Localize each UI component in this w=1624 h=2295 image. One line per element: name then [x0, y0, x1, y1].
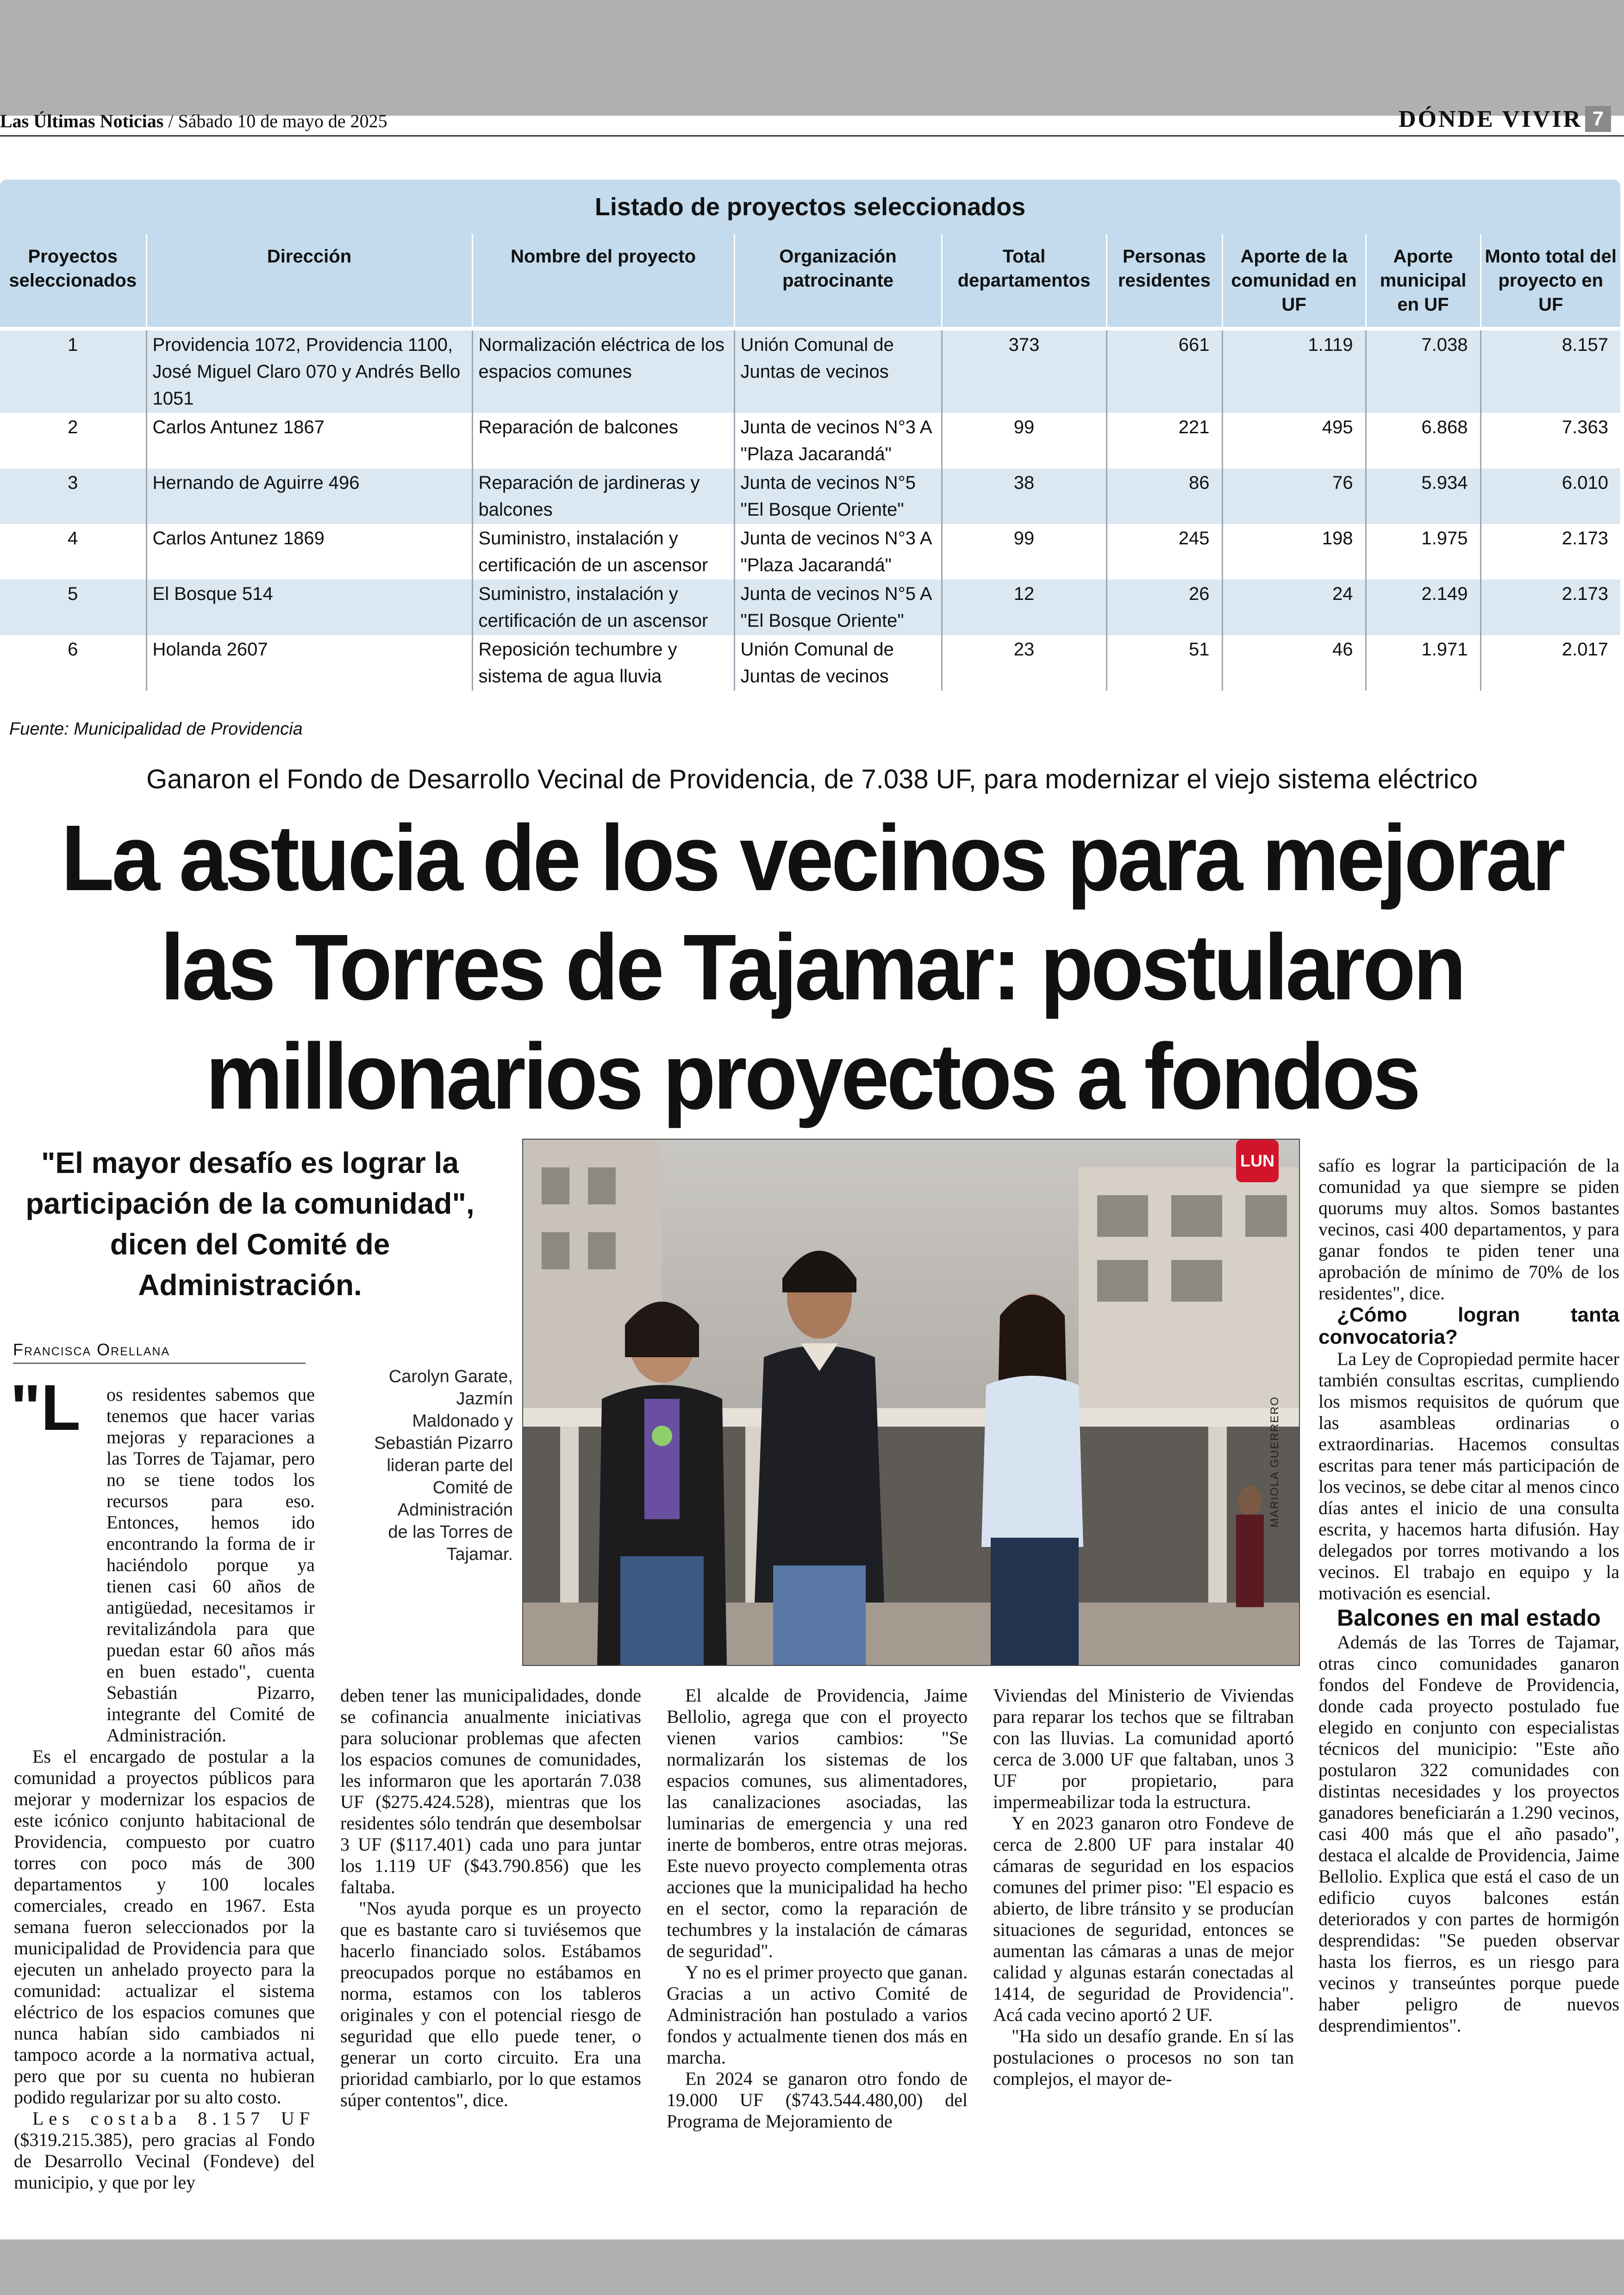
article-column-2 [340, 1685, 641, 2111]
cell: Unión Comunal de Juntas de vecinos [734, 329, 942, 413]
col-header: Proyectos seleccionados [0, 234, 146, 329]
cell: 5 [0, 580, 146, 635]
cell: 8.157 [1480, 329, 1620, 413]
cell: Unión Comunal de Juntas de vecinos [734, 635, 942, 691]
header-rule [0, 135, 1624, 137]
col-header: Total departamentos [942, 234, 1106, 329]
table-header-row [0, 234, 1620, 329]
projects-table-grid [0, 234, 1620, 691]
article-photo [522, 1139, 1300, 1666]
cell: Suministro, instalación y certificación de un ascensor [472, 580, 734, 635]
page-number: 7 [1585, 106, 1611, 132]
cell: Normalización eléctrica de los espacios comunes [472, 329, 734, 413]
cell: 3 [0, 468, 146, 524]
paragraph: Les costaba 8.157 UF ($319.215.385), pero gracias al Fondo de Desarrollo Vecinal (Fondeve) del municipio, y que por ley [14, 2108, 315, 2193]
cell: Junta de vecinos N°3 A "Plaza Jacarandá" [734, 524, 942, 580]
cell: Reparación de jardineras y balcones [472, 468, 734, 524]
paragraph: El alcalde de Providencia, Jaime Bellolio, agrega que con el proyecto vienen varios cambios: "Se normalizarán los sistemas de los espacios comunes, sus alimentadores, las canalizaciones asociadas, las luminarias de emergencia y una red inerte de bomberos, entre otras mejoras. Este nuevo proyecto complementa otras acciones que la municipalidad ha hecho en el sector, como la reparación de techumbres y la instalación de cámaras de seguridad". [667, 1685, 968, 1961]
table-source: Fuente: Municipalidad de Providencia [9, 719, 303, 739]
cell: Suministro, instalación y certificación de un ascensor [472, 524, 734, 580]
byline: Francisca Orellana [13, 1340, 170, 1359]
cell: 1.119 [1222, 329, 1366, 413]
cell: 5.934 [1366, 468, 1480, 524]
bottom-margin-band [0, 2239, 1624, 2295]
article-column-4 [993, 1685, 1294, 2089]
cell: 245 [1106, 524, 1222, 580]
cell: Junta de vecinos N°5 "El Bosque Oriente" [734, 468, 942, 524]
paragraph: os residentes sabemos que tenemos que hacer varias mejoras y reparaciones a las Torres de Tajamar, pero no se tiene todos los recursos para eso. Entonces, hemos ido encontrando la forma de ir haciéndolo porque ya tienen casi 60 años de antigüedad, necesitamos ir revitalizándola para que puedan estar 60 años más en buen estado", cuenta Sebastián Pizarro, integrante del Comité de Administración. [106, 1384, 315, 1746]
table-row [0, 468, 1620, 524]
paragraph: Además de las Torres de Tajamar, otras cinco comunidades ganaron fondos del Fondeve de Providencia, donde cada proyecto postulado fue elegido en conjunto con especialistas técnicos del municipio: "Este año postularon 322 comunidades con distintas necesidades y los proyectos ganadores beneficiarán a 1.290 vecinos, casi 400 más que el año pasado", destaca el alcalde de Providencia, Jaime Bellolio. Explica que está el caso de un edificio cuyos balcones están deteriorados y con partes de hormigón desprendidas: "Se pueden observar hasta los fierros, es un riesgo para vecinos y transeúntes porque puede haber peligro de nuevos desprendimientos". [1318, 1632, 1619, 2036]
headline-line: las Torres de Tajamar: postularon [160, 915, 1464, 1019]
cell: 2.173 [1480, 580, 1620, 635]
col-header: Organización patrocinante [734, 234, 942, 329]
paragraph: En 2024 se ganaron otro fondo de 19.000 UF ($743.544.480,00) del Programa de Mejoramiento de [667, 2068, 968, 2132]
cell: El Bosque 514 [146, 580, 472, 635]
cell: 2 [0, 413, 146, 468]
top-margin-band [0, 0, 1624, 116]
cell: 661 [1106, 329, 1222, 413]
paragraph: Viviendas del Ministerio de Viviendas para reparar los techos que se filtraban con las lluvias. La comunidad aportó cerca de 3.000 UF que faltaban, unos 3 UF por propietario, para impermeabilizar toda la estructura. [993, 1685, 1294, 1812]
col-header: Nombre del proyecto [472, 234, 734, 329]
section-name: DÓNDE VIVIR [1399, 106, 1582, 132]
photo-credit: MARIOLA GUERRERO [1268, 1396, 1281, 1528]
drop-quote: "L [10, 1371, 81, 1444]
cell: 26 [1106, 580, 1222, 635]
cell: 495 [1222, 413, 1366, 468]
table-row [0, 329, 1620, 413]
article-column-1 [10, 1371, 315, 2193]
table-row [0, 580, 1620, 635]
cell: Reparación de balcones [472, 413, 734, 468]
cell: 1 [0, 329, 146, 413]
publication-date: / Sábado 10 de mayo de 2025 [168, 111, 387, 131]
projects-table [0, 180, 1620, 691]
cell: 6.010 [1480, 468, 1620, 524]
table-title: Listado de proyectos seleccionados [0, 180, 1620, 234]
col-header: Dirección [146, 234, 472, 329]
cell: 99 [942, 524, 1106, 580]
cell: 12 [942, 580, 1106, 635]
paragraph: Y en 2023 ganaron otro Fondeve de cerca de 2.800 UF para instalar 40 cámaras de seguridad en los espacios comunes del primer piso: "El espacio es abierto, de libre tránsito y se producían situaciones de seguridad, entonces se aumentan las cámaras a unas de mejor calidad y algunas estarán conectadas al 1414, de seguridad de Providencia". Acá cada vecino aportó 2 UF. [993, 1813, 1294, 2025]
cell: Junta de vecinos N°3 A "Plaza Jacarandá" [734, 413, 942, 468]
cell: Junta de vecinos N°5 A "El Bosque Oriente" [734, 580, 942, 635]
cell: 23 [942, 635, 1106, 691]
paragraph: deben tener las municipalidades, donde se cofinancia anualmente iniciativas para solucionar problemas que afecten los espacios comunes de comunidades, les informaron que les aportarán 7.038 UF ($275.424.528), mientras que los residentes sólo tendrán que desembolsar 3 UF ($117.401) cada uno para juntar los 1.119 UF ($43.790.856) que les faltaba. [340, 1685, 641, 1897]
cell: 2.017 [1480, 635, 1620, 691]
col-header: Aporte de la comunidad en UF [1222, 234, 1366, 329]
cell: 86 [1106, 468, 1222, 524]
cell: 76 [1222, 468, 1366, 524]
paragraph: safío es lograr la participación de la comunidad ya que siempre se piden quorums muy altos. Somos bastantes vecinos, casi 400 departamentos, y para ganar fondos te piden tener una aprobación de mínimo de 70% de los residentes", dice. [1318, 1155, 1619, 1303]
cell: 7.038 [1366, 329, 1480, 413]
cell: 99 [942, 413, 1106, 468]
cell: Holanda 2607 [146, 635, 472, 691]
section-heading: Balcones en mal estado [1337, 1605, 1601, 1631]
cell: 2.149 [1366, 580, 1480, 635]
cell: 198 [1222, 524, 1366, 580]
byline-rule [13, 1363, 306, 1364]
article-column-3 [667, 1685, 968, 2132]
pull-quote: "El mayor desafío es lograr la participación de la comunidad", dicen del Comité de Administración. [25, 1146, 475, 1302]
cell: 2.173 [1480, 524, 1620, 580]
paragraph: "Ha sido un desafío grande. En sí las postulaciones o procesos no son tan complejos, el mayor de- [993, 2026, 1294, 2089]
cell: 4 [0, 524, 146, 580]
cell: 6 [0, 635, 146, 691]
page-header-left [0, 110, 387, 132]
question-heading: ¿Cómo logran tanta convocatoria? [1318, 1303, 1619, 1348]
cell: 24 [1222, 580, 1366, 635]
publication-name: Las Últimas Noticias [0, 111, 164, 131]
photo-caption: Carolyn Garate, Jazmín Maldonado y Sebastián Pizarro lideran parte del Comité de Administración de las Torres de Tajamar. [374, 1367, 513, 1564]
col-header: Aporte municipal en UF [1366, 234, 1480, 329]
headline-line: millonarios proyectos a fondos [206, 1024, 1418, 1129]
cell: 51 [1106, 635, 1222, 691]
paragraph: Y no es el primer proyecto que ganan. Gracias a un activo Comité de Administración han postulado a varios fondos y actualmente tienen dos más en marcha. [667, 1962, 968, 2068]
paragraph: "Nos ayuda porque es un proyecto que es bastante caro si tuviésemos que hacerlo financiado solos. Estábamos preocupados porque no estábamos en norma, estamos con los tableros originales y con el potencial riesgo de seguridad que ello puede tener, o generar un corto circuito. Era una prioridad cambiarlo, por lo que estamos súper contentos", dice. [340, 1898, 641, 2110]
cell: 7.363 [1480, 413, 1620, 468]
cell: 38 [942, 468, 1106, 524]
lun-logo: LUN [1236, 1140, 1279, 1182]
col-header: Monto total del proyecto en UF [1480, 234, 1620, 329]
cell: Hernando de Aguirre 496 [146, 468, 472, 524]
paragraph: Es el encargado de postular a la comunidad a proyectos públicos para mejorar y modernizar los espacios de este icónico conjunto habitacional de Providencia, compuesto por cuatro torres con poco más de 300 departamentos y 100 locales comerciales, creado en 1967. Esta semana fueron seleccionados por la municipalidad de Providencia para que ejecuten un anhelado proyecto para la comunidad: actualizar el sistema eléctrico de los espacios comunes que nunca habían sido cambiados ni tampoco acorde a la normativa actual, pero que por su cuenta no hubieran podido regularizar por su alto costo. [14, 1746, 315, 2108]
cell: Reposición techumbre y sistema de agua lluvia [472, 635, 734, 691]
table-row [0, 524, 1620, 580]
cell: 6.868 [1366, 413, 1480, 468]
paragraph: La Ley de Copropiedad permite hacer también consultas escritas, cumpliendo los mismos requisitos de quórum que las asambleas ordinarias o extraordinarias. Hacemos consultas escritas para tener más participación de los vecinos, se debe citar al menos cinco días antes el inicio de una consulta escrita, y hacemos harta difusión. Hay delegados por torres motivando a los vecinos. El trabajo en equipo y la motivación es esencial. [1318, 1348, 1619, 1603]
table-row [0, 413, 1620, 468]
cell: 221 [1106, 413, 1222, 468]
cell: Carlos Antunez 1869 [146, 524, 472, 580]
cell: 373 [942, 329, 1106, 413]
cell: Providencia 1072, Providencia 1100, José Miguel Claro 070 y Andrés Bello 1051 [146, 329, 472, 413]
article-column-5 [1318, 1155, 1619, 2036]
photo-illustration [523, 1140, 1299, 1665]
article-subhead: Ganaron el Fondo de Desarrollo Vecinal de Providencia, de 7.038 UF, para modernizar el viejo sistema eléctrico [146, 764, 1478, 794]
cell: 1.975 [1366, 524, 1480, 580]
col-header: Personas residentes [1106, 234, 1222, 329]
page-header-right [1399, 106, 1611, 132]
drop-cap-paragraph [10, 1371, 315, 1746]
cell: Carlos Antunez 1867 [146, 413, 472, 468]
cell: 1.971 [1366, 635, 1480, 691]
cell: 46 [1222, 635, 1366, 691]
headline-line: La astucia de los vecinos para mejorar [61, 805, 1563, 910]
table-row [0, 635, 1620, 691]
